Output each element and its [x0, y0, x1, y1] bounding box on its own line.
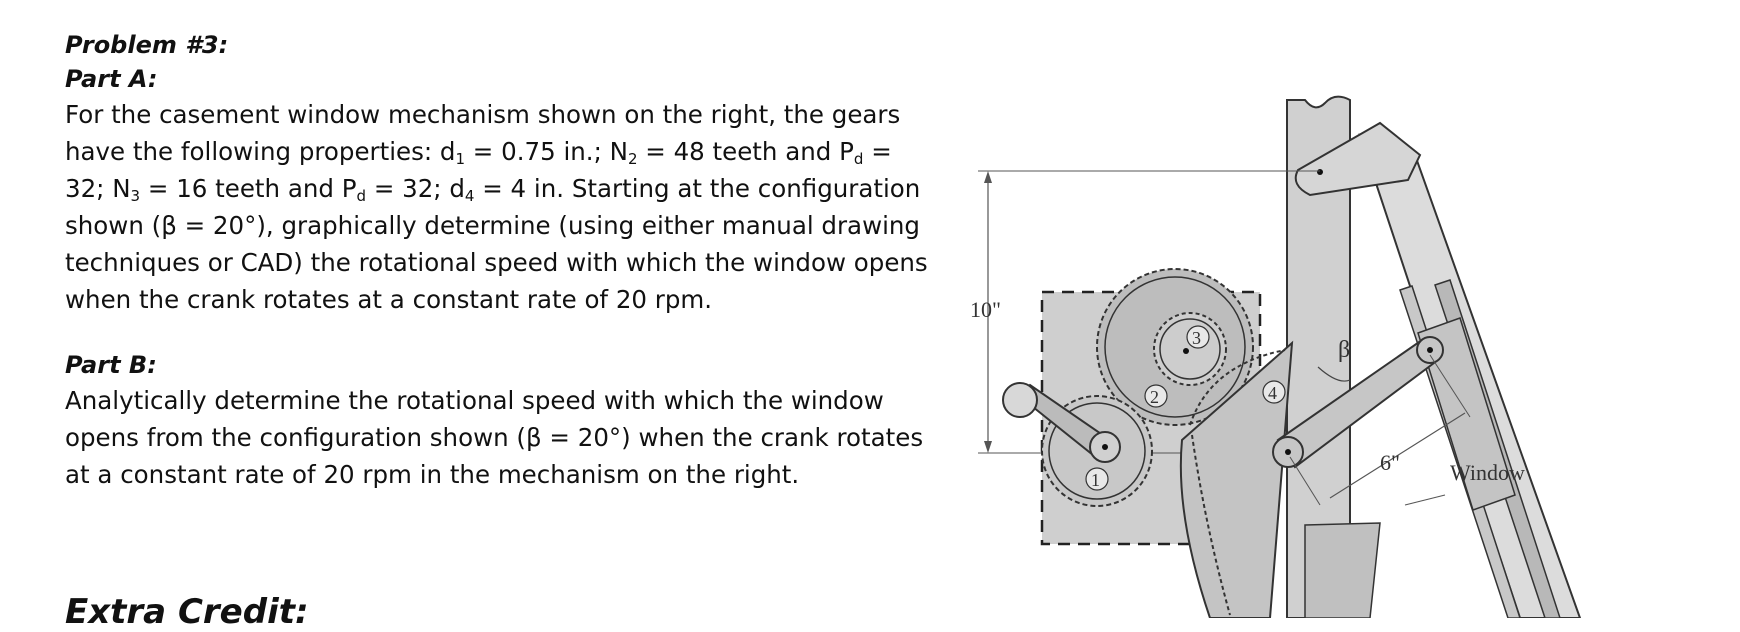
part-a-line-5: techniques or CAD) the rotational speed with which the window opens: [65, 248, 928, 277]
dim-height-label: 10": [970, 297, 1001, 322]
part-a-line-1: For the casement window mechanism shown on the right, the gears: [65, 100, 901, 129]
beta-label: β: [1338, 337, 1351, 363]
problem-title: Problem #3:: [65, 31, 229, 59]
part-b-line-2: opens from the configuration shown (β = 20°) when the crank rotates: [65, 423, 924, 452]
gear-label-2: 2: [1150, 387, 1159, 407]
part-b-line-1: Analytically determine the rotational speed with which the window: [65, 386, 884, 415]
gear-label-4: 4: [1268, 383, 1277, 403]
part-b-heading: Part B:: [65, 351, 157, 379]
casement-window-figure: [960, 95, 1740, 618]
problem-text: [65, 28, 935, 493]
gear-label-1: 1: [1091, 470, 1100, 490]
part-a-line-3: 32; $N_3 = 16$ teeth and $P_d = 32$; $d_4 = 4$ in. Starting at the configuration: [65, 174, 921, 205]
part-a-heading: Part A:: [65, 65, 158, 93]
part-b-line-3: at a constant rate of 20 rpm in the mechanism on the right.: [65, 460, 800, 489]
dim-arm-label: 6": [1380, 450, 1400, 475]
gear-label-3: 3: [1192, 328, 1201, 348]
window-label: Window: [1450, 460, 1525, 485]
crank-knob: [1003, 383, 1037, 417]
base-bracket: [1305, 523, 1380, 618]
top-pivot: [1317, 169, 1323, 175]
part-a-line-6: when the crank rotates at a constant rate of 20 rpm.: [65, 285, 713, 314]
mechanism-diagram: [960, 95, 1740, 618]
extra-credit-heading: Extra Credit:: [65, 592, 309, 632]
part-a-line-2: have the following properties: $d_1 = 0.75$ in.; $N_2 = 48$ teeth and $P_d$ =: [65, 137, 892, 168]
part-a-line-4: shown (β = 20°), graphically determine (using either manual drawing: [65, 211, 920, 240]
